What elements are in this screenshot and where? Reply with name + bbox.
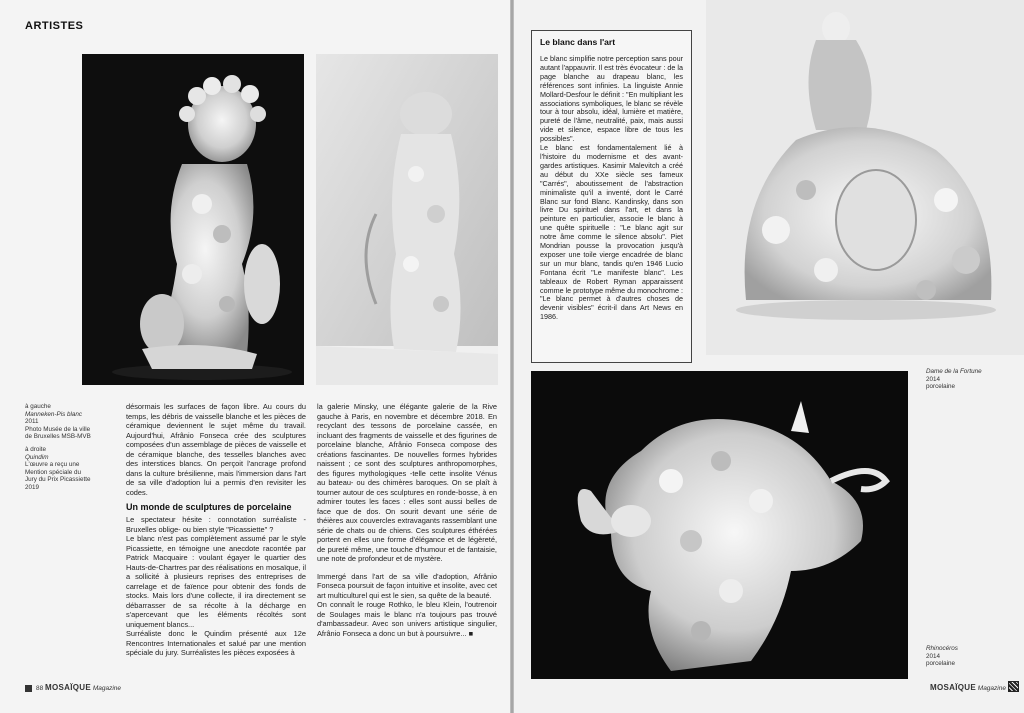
caption-title: Dame de la Fortune [926, 368, 982, 375]
magazine-suffix: Magazine [92, 685, 122, 692]
left-caption [25, 403, 115, 492]
caption-line: à gauche [25, 403, 51, 410]
article-paragraph: Le blanc n'est pas complètement assumé par le style Picassiette, en témoigne une anecdote racontée par Patrick Macquaire : voulant égayer le quartier des Hauts-de-Chartres par des réalisations en mosaïque, il a sollicité à plusieurs reprises des entreprises de carrelage et de faïence pour obtenir des fonds de stocks. Mais lors d'une collecte, il ira directement se débarrasser de sa récolte à la décharge en s'apercevant que les éléments récoltés sont uniquement blancs... [126, 534, 306, 629]
box-paragraph: Le blanc simplifie notre perception sans pour autant l'appauvrir. Il est très évocateur : de la page blanche au drapeau blanc, les références sont infinies. La linguiste Annie Mollard-Desfour le définit : "En multipliant les associations symboliques, le blanc se révèle tour à tour absolu, idéal, lumière et matière, pureté de l'âme, neutralité, paix, mais aussi vide et silence, espace libre de tous les possibles". [540, 54, 683, 144]
article-column-1 [126, 402, 306, 658]
caption-medium: porcelaine [926, 660, 956, 668]
photo-rhinoceros [531, 371, 908, 679]
caption-rhinoceros [926, 645, 1006, 668]
caption-line: de Bruxelles MSB-MVB [25, 433, 91, 441]
left-folio [25, 683, 121, 692]
qr-code-icon [1008, 681, 1019, 692]
caption-line: 2011 [25, 418, 39, 426]
photo-manneken-pis [82, 54, 304, 385]
caption-year: 2014 [926, 652, 941, 660]
photo-dame-de-la-fortune [706, 0, 1024, 355]
article-paragraph: Immergé dans l'art de sa ville d'adoption, Afrânio Fonseca poursuit de façon intuitive et insolite, avec cet art multiculturel qui est le sien, sa quête de la beauté. [317, 571, 497, 600]
article-subhead: Un monde de sculptures de porcelaine [126, 502, 292, 512]
article-paragraph: Surréaliste donc le Quindim présenté aux 12e Rencontres Internationales et salué par une mention spéciale du jury. Surréalistes les pièces exposées à [126, 629, 306, 657]
article-column-2 [317, 402, 497, 638]
page-gutter [510, 0, 514, 713]
caption-line: Jury du Prix Picassiette [25, 476, 91, 484]
caption-line: Mention spéciale du [25, 468, 82, 476]
article-paragraph: Le spectateur hésite : connotation surréaliste -Bruxelles oblige- ou bien style "Picassiette" ? [126, 515, 306, 534]
caption-line: 2019 [25, 483, 40, 491]
article-paragraph: On connaît le rouge Rothko, le bleu Klein, l'outrenoir de Soulages mais le blanc n'a toujours pas trouvé d'ambassadeur. Avec son univers artistique singulier, Afrânio Fonseca a donc un but à poursuivre... ■ [317, 600, 497, 638]
caption-line: Manneken-Pis blanc [25, 410, 83, 418]
caption-line: Photo Musée de la ville [25, 425, 91, 433]
section-title: ARTISTES [25, 20, 84, 32]
caption-dame-de-la-fortune [926, 368, 1006, 391]
magazine-suffix: Magazine [977, 685, 1006, 692]
right-folio [930, 683, 1015, 692]
box-paragraph: Le blanc est fondamentalement lié à l'histoire du modernisme et des avant-gardes artistiques. Kasimir Malevitch a créé au début du XXe siècle ses fameux "Carrés", aboutissement de l'abstraction minimaliste qu'il a inventé, dont le Carré Blanc sur fond Blanc. Kandinsky, dans son livre Du spirituel dans l'art, et dans la peinture en particulier, associe le blanc à une quête spirituelle : "Le blanc agit sur notre âme comme le silence absolu". Piet Mondrian pousse la provocation jusqu'à exposer une toile vierge encadrée de blanc sur un mur blanc, tandis qu'en 1946 Lucio Fontana écrit "Le manifeste blanc". Les tableaux de Robert Ryman apparaissent comme le prototype même du monochrome : "Le blanc permet à d'autres choses de devenir visibles" écrit-il dans Art News en 1986. [540, 143, 684, 322]
article-paragraph: désormais les surfaces de façon libre. Au cours du temps, les débris de vaisselle blanche et les pièces de céramique deviennent le sujet même du travail. Aujourd'hui, Afrânio Fonseca crée des sculptures composées d'un assemblage de pièces de vaisselle et de céramique blanche, des tesselles blanches avec des interstices blancs. On perçoit l'ancrage profond dans la culture brésilienne, mais l'immersion dans l'art de sa ville d'adoption lui a permis d'en revisiter les codes. [126, 402, 306, 497]
folio-square-icon [25, 685, 32, 692]
magazine-brand: MOSAÏQUE [930, 683, 976, 692]
caption-line: L'œuvre a reçu une [25, 461, 80, 469]
caption-title: Rhinocéros [926, 645, 958, 652]
caption-medium: porcelaine [926, 383, 956, 391]
article-paragraph: la galerie Minsky, une élégante galerie de la Rive gauche à Paris, en novembre et décembre 2018. En recyclant des tessons de porcelaine cassée, en incluant des fragments de vaisselle et des figurines de porcelaine blanche, Afrânio Fonseca compose des créations fascinantes. De nouvelles formes hybrides naissent ; ce sont des sculptures anthropomorphes, des figures mythologiques -telle cette insolite Vénus au bateau- ou des chimères baroques. On se plaît à tourner autour de ces sculptures en ronde-bosse, à en admirer toutes les faces : elles sont aussi belles de face que de dos. On sourit devant une série de théières aux couvercles extravagants rassemblant une série de chats ou de chiens. Ces sculptures éthérées portent en elles une forme d'élégance et de légèreté, de pureté même, une touche d'humour et de fantaisie, une note de profondeur et de mystère. [317, 402, 497, 563]
magazine-brand: MOSAÏQUE [45, 683, 92, 692]
caption-line: Quindim [25, 453, 49, 461]
caption-line: à droite [25, 445, 47, 453]
sidebar-box [531, 30, 692, 363]
box-title: Le blanc dans l'art [540, 37, 616, 47]
caption-year: 2014 [926, 375, 941, 383]
photo-quindim [316, 54, 498, 385]
page-number: 88 [36, 685, 44, 692]
